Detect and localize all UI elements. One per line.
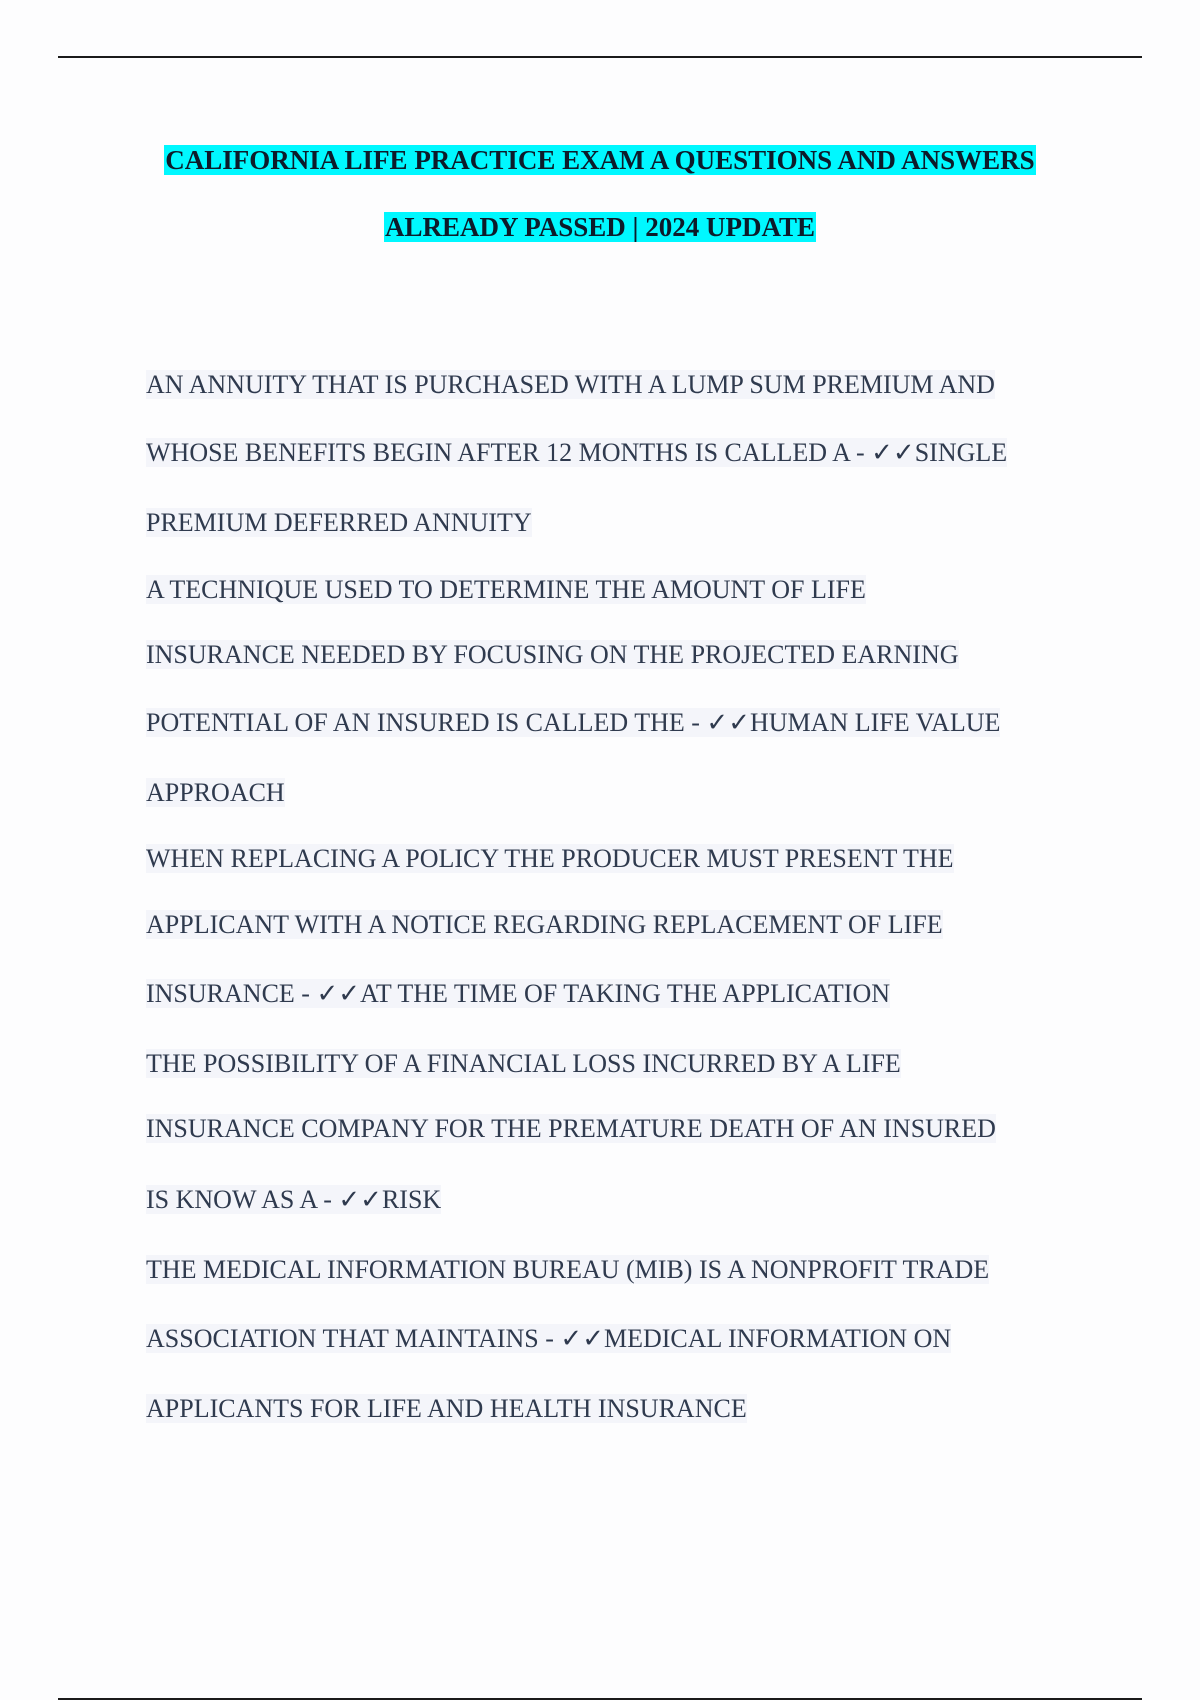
body-line (146, 1392, 747, 1426)
body-line (146, 776, 285, 810)
body-line (146, 1047, 901, 1081)
body-line (146, 1253, 989, 1287)
line-text: POTENTIAL OF AN INSURED IS CALLED THE - ✓✓HUMAN LIFE VALUE (146, 708, 1001, 737)
document-title-line-1 (0, 143, 1200, 177)
line-text: APPLICANT WITH A NOTICE REGARDING REPLACEMENT OF LIFE (146, 910, 943, 939)
line-text: ASSOCIATION THAT MAINTAINS - ✓✓MEDICAL INFORMATION ON (146, 1324, 952, 1353)
body-line (146, 573, 866, 607)
body-line (146, 1183, 441, 1217)
title-highlight-1: CALIFORNIA LIFE PRACTICE EXAM A QUESTIONS AND ANSWERS (165, 145, 1035, 175)
line-text: WHEN REPLACING A POLICY THE PRODUCER MUST PRESENT THE (146, 844, 954, 873)
title-highlight-2: ALREADY PASSED | 2024 UPDATE (385, 212, 815, 242)
line-text: A TECHNIQUE USED TO DETERMINE THE AMOUNT OF LIFE (146, 575, 866, 604)
body-line (146, 706, 1000, 740)
body-line (146, 1112, 996, 1146)
line-text: WHOSE BENEFITS BEGIN AFTER 12 MONTHS IS CALLED A - ✓✓SINGLE (146, 438, 1008, 467)
line-text: APPLICANTS FOR LIFE AND HEALTH INSURANCE (146, 1394, 747, 1423)
top-rule (58, 56, 1142, 58)
line-text: PREMIUM DEFERRED ANNUITY (146, 508, 532, 537)
body-line (146, 977, 890, 1011)
body-line (146, 506, 532, 540)
line-text: THE POSSIBILITY OF A FINANCIAL LOSS INCURRED BY A LIFE (146, 1049, 901, 1078)
body-line (146, 908, 943, 942)
body-line (146, 436, 1007, 470)
document-title-line-2 (0, 210, 1200, 244)
line-text: INSURANCE - ✓✓AT THE TIME OF TAKING THE APPLICATION (146, 979, 890, 1008)
body-line (146, 842, 954, 876)
line-text: AN ANNUITY THAT IS PURCHASED WITH A LUMP SUM PREMIUM AND (146, 370, 995, 399)
body-line (146, 368, 995, 402)
line-text: IS KNOW AS A - ✓✓RISK (146, 1185, 442, 1214)
body-line (146, 1322, 951, 1356)
line-text: INSURANCE COMPANY FOR THE PREMATURE DEATH OF AN INSURED (146, 1114, 996, 1143)
line-text: INSURANCE NEEDED BY FOCUSING ON THE PROJECTED EARNING (146, 640, 959, 669)
line-text: APPROACH (146, 778, 285, 807)
body-line (146, 638, 959, 672)
line-text: THE MEDICAL INFORMATION BUREAU (MIB) IS A NONPROFIT TRADE (146, 1255, 990, 1284)
